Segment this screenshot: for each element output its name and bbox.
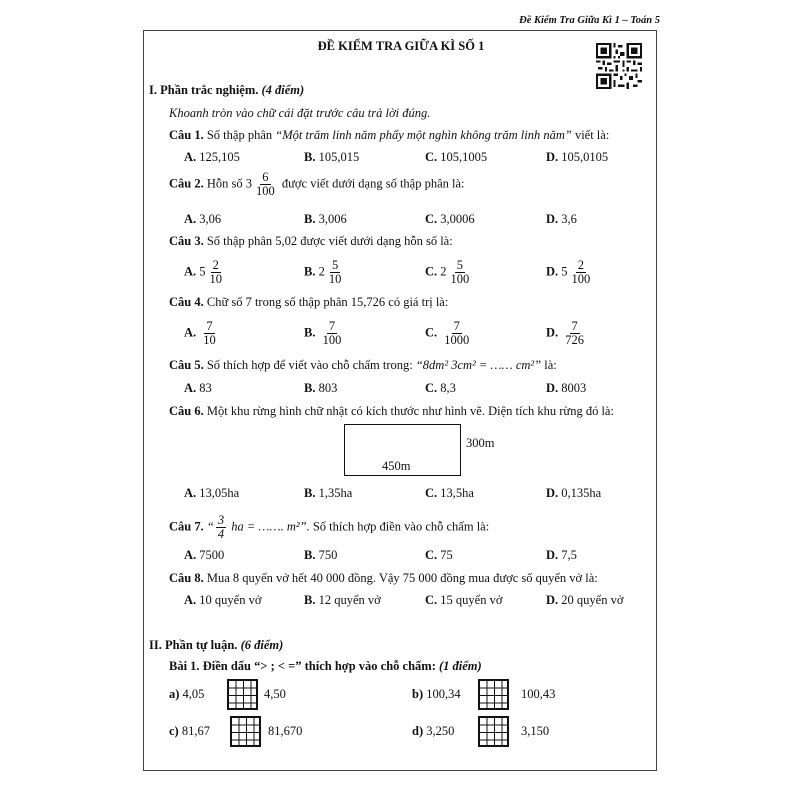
option-a[interactable]: A. 83 bbox=[184, 381, 212, 395]
option-d[interactable]: D. 3,6 bbox=[546, 212, 577, 226]
bai1-item-b: b) 100,34 bbox=[412, 687, 461, 701]
question-5: Câu 5. Số thích hợp để viết vào chỗ chấm trong: “8dm² 3cm² = …… cm²” là: bbox=[169, 358, 557, 372]
option-b[interactable]: B. 12 quyển vở bbox=[304, 593, 381, 607]
option-d[interactable]: D. 20 quyển vở bbox=[546, 593, 624, 607]
option-c[interactable]: C. 13,5ha bbox=[425, 486, 474, 500]
question-6: Câu 6. Một khu rừng hình chữ nhật có kích thước như hình vẽ. Diện tích khu rừng đó là: bbox=[169, 404, 614, 418]
option-c[interactable]: C. 75 bbox=[425, 548, 453, 562]
qr-code-icon bbox=[596, 43, 642, 89]
part1-instruction: Khoanh tròn vào chữ cái đặt trước câu trả lời đúng. bbox=[169, 106, 431, 120]
option-c[interactable]: C. 15 quyển vở bbox=[425, 593, 503, 607]
bai1-item-c: c) 81,67 bbox=[169, 724, 210, 738]
exam-page bbox=[143, 30, 657, 771]
page-header: Đề Kiểm Tra Giữa Kì 1 – Toán 5 bbox=[519, 15, 660, 26]
option-d[interactable]: D. 7,5 bbox=[546, 548, 577, 562]
bai1-item-d: d) 3,250 bbox=[412, 724, 455, 738]
option-d[interactable]: D. 8003 bbox=[546, 381, 587, 395]
option-c[interactable]: C. 2 $\frac{5}{100}$ bbox=[425, 258, 470, 287]
answer-box-a[interactable] bbox=[227, 679, 258, 710]
option-a[interactable]: A. 13,05ha bbox=[184, 486, 240, 500]
option-c[interactable]: C. 3,0006 bbox=[425, 212, 475, 226]
height-label: 300m bbox=[466, 436, 495, 450]
answer-box-b[interactable] bbox=[478, 679, 509, 710]
option-a[interactable]: A. 10 quyển vở bbox=[184, 593, 262, 607]
option-b[interactable]: B. 1,35ha bbox=[304, 486, 353, 500]
option-d[interactable]: D. 0,135ha bbox=[546, 486, 602, 500]
bai1-item-a: a) 4,05 bbox=[169, 687, 205, 701]
question-8: Câu 8. Mua 8 quyển vở hết 40 000 đồng. Vậy 75 000 đồng mua được số quyển vở là: bbox=[169, 571, 598, 585]
question-4: Câu 4. Chữ số 7 trong số thập phân 15,726 có giá trị là: bbox=[169, 295, 449, 309]
bai1-item-a-right: 4,50 bbox=[264, 687, 286, 701]
option-c[interactable]: C. 8,3 bbox=[425, 381, 456, 395]
bai1-heading: Bài 1. Điền dấu “> ; < =” thích hợp vào chỗ chấm: (1 điểm) bbox=[169, 659, 482, 673]
question-7: Câu 7. “ $\frac{3}{4}$ ha = ……. m²”. Số thích hợp điền vào chỗ chấm là: bbox=[169, 513, 490, 542]
option-a[interactable]: A. 125,105 bbox=[184, 150, 240, 164]
option-b[interactable]: B. 750 bbox=[304, 548, 338, 562]
bai1-item-c-right: 81,670 bbox=[268, 724, 303, 738]
bai1-item-d-right: 3,150 bbox=[521, 724, 550, 738]
bai1-item-b-right: 100,43 bbox=[521, 687, 556, 701]
option-d[interactable]: D. 105,0105 bbox=[546, 150, 609, 164]
part2-heading: II. Phần tự luận. (6 điểm) bbox=[149, 638, 284, 652]
width-label: 450m bbox=[382, 459, 411, 473]
exam-title: ĐỀ KIỂM TRA GIỮA KÌ SỐ 1 bbox=[317, 39, 485, 53]
option-b[interactable]: B. 105,015 bbox=[304, 150, 360, 164]
option-d[interactable]: D. 5 $\frac{2}{100}$ bbox=[546, 258, 591, 287]
question-1: Câu 1. Số thập phân “Một trăm linh năm phẩy một nghìn không trăm linh năm” viết là: bbox=[169, 128, 610, 142]
option-a[interactable]: A. 5 $\frac{2}{10}$ bbox=[184, 258, 223, 287]
option-b[interactable]: B. 3,006 bbox=[304, 212, 347, 226]
option-b[interactable]: B. 2 $\frac{5}{10}$ bbox=[304, 258, 342, 287]
answer-box-d[interactable] bbox=[478, 716, 509, 747]
question-2: Câu 2. Hỗn số 3 $\frac{6}{100}$ được viết dưới dạng số thập phân là: bbox=[169, 170, 465, 199]
option-d[interactable]: D. $\frac{7}{726}$ bbox=[546, 319, 585, 348]
part1-heading: I. Phần trắc nghiệm. (4 điểm) bbox=[149, 83, 305, 97]
answer-box-c[interactable] bbox=[230, 716, 261, 747]
question-3: Câu 3. Số thập phân 5,02 được viết dưới dạng hỗn số là: bbox=[169, 234, 453, 248]
option-b[interactable]: B. $\frac{7}{100}$ bbox=[304, 319, 342, 348]
mixed-number-fraction: $\frac{6}{100}$ bbox=[256, 170, 275, 199]
option-a[interactable]: A. 3,06 bbox=[184, 212, 222, 226]
option-c[interactable]: C. $\frac{7}{1000}$ bbox=[425, 319, 470, 348]
option-a[interactable]: A. 7500 bbox=[184, 548, 225, 562]
option-c[interactable]: C. 105,1005 bbox=[425, 150, 488, 164]
option-b[interactable]: B. 803 bbox=[304, 381, 338, 395]
option-a[interactable]: A. $\frac{7}{10}$ bbox=[184, 319, 216, 348]
